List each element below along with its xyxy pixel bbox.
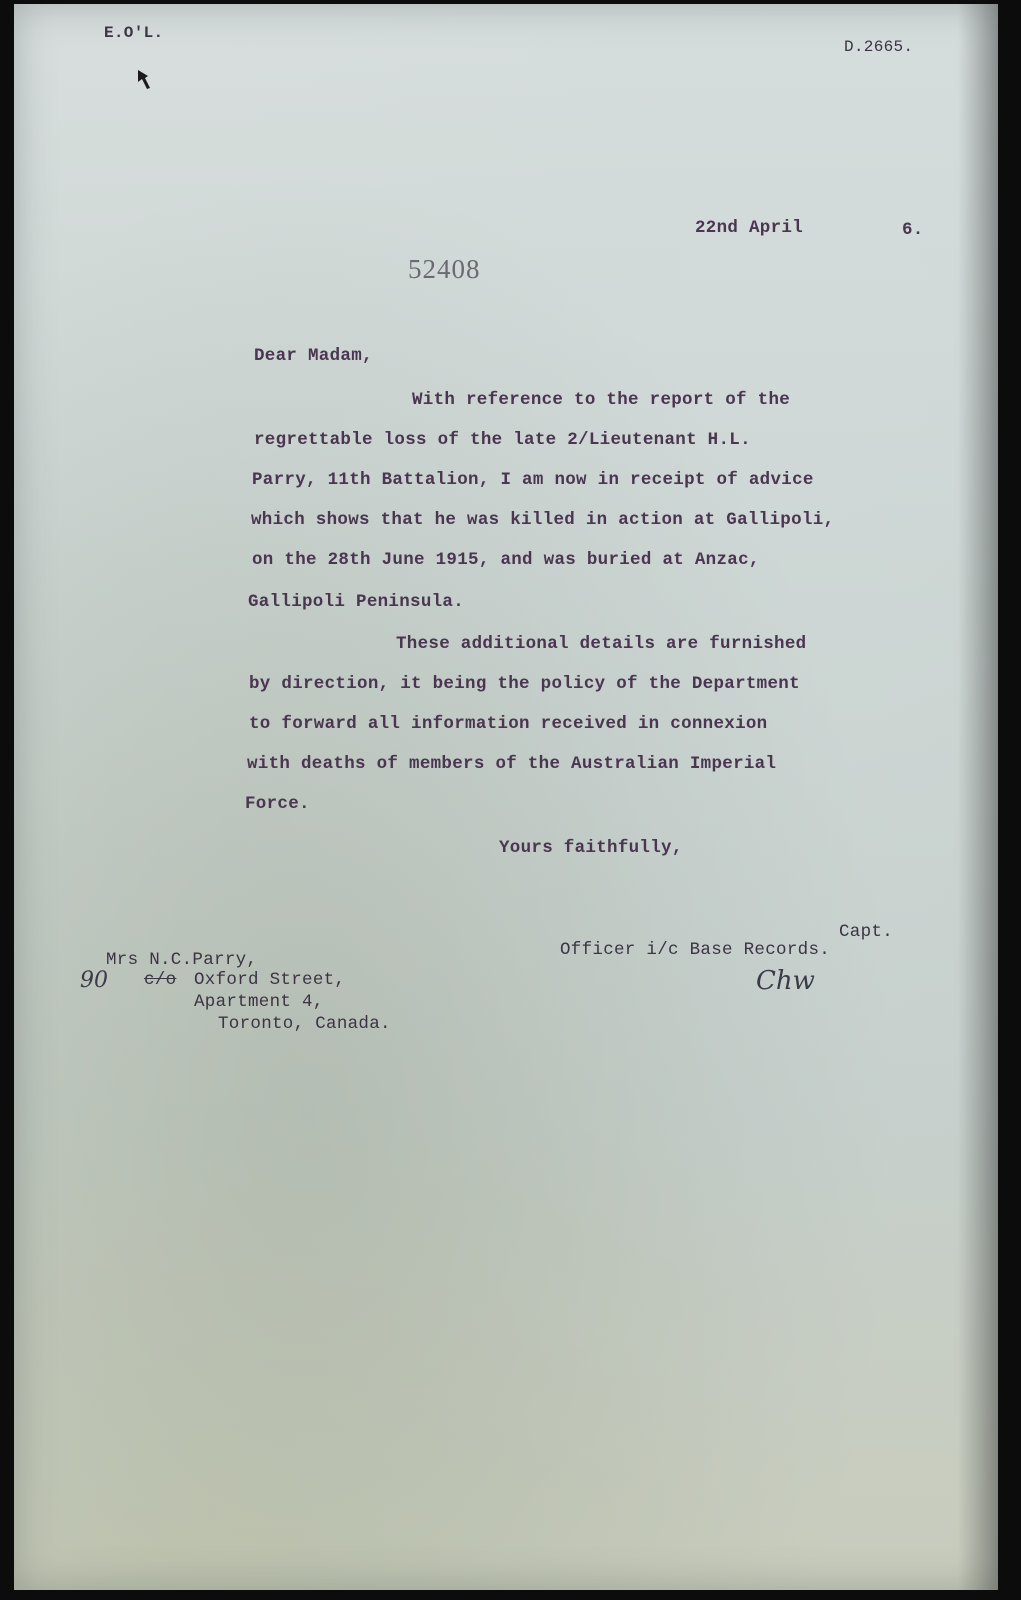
body-line: Gallipoli Peninsula. bbox=[248, 592, 465, 612]
closing: Yours faithfully, bbox=[499, 838, 683, 858]
body-line: with deaths of members of the Australian Imperial bbox=[247, 754, 777, 774]
header-left-code: E.O'L. bbox=[104, 24, 164, 42]
letter-page bbox=[14, 4, 998, 1590]
body-line: Parry, 11th Battalion, I am now in receipt of advice bbox=[252, 470, 814, 490]
page-edge-shadow bbox=[958, 4, 998, 1590]
body-line: which shows that he was killed in action at Gallipoli, bbox=[251, 510, 835, 530]
signature-rank: Capt. bbox=[839, 922, 894, 942]
body-line: on the 28th June 1915, and was buried at Anzac, bbox=[252, 550, 760, 570]
stamp-number: 52408 bbox=[408, 254, 481, 284]
address-handwritten-number: 90 bbox=[80, 968, 108, 993]
address-street: Oxford Street, bbox=[194, 970, 346, 990]
salutation: Dear Madam, bbox=[254, 346, 373, 366]
body-line: regrettable loss of the late 2/Lieutenant H.L. bbox=[254, 430, 751, 450]
address-struck-text: c/o bbox=[144, 970, 177, 990]
body-line: Force. bbox=[245, 794, 310, 814]
body-line: to forward all information received in connexion bbox=[249, 714, 768, 734]
date-year-suffix: 6. bbox=[902, 220, 924, 240]
header-right-code: D.2665. bbox=[844, 38, 914, 56]
date-day-month: 22nd April bbox=[695, 218, 804, 238]
body-line: With reference to the report of the bbox=[412, 390, 791, 410]
body-line: by direction, it being the policy of the Department bbox=[249, 674, 800, 694]
address-name: Mrs N.C.Parry, bbox=[106, 950, 258, 970]
signature-title: Officer i/c Base Records. bbox=[560, 940, 831, 960]
address-city: Toronto, Canada. bbox=[218, 1014, 391, 1034]
handwritten-initials: Chw bbox=[756, 966, 815, 996]
pin-mark-icon bbox=[136, 68, 152, 90]
address-apartment: Apartment 4, bbox=[194, 992, 324, 1012]
body-line: These additional details are furnished bbox=[396, 634, 807, 654]
